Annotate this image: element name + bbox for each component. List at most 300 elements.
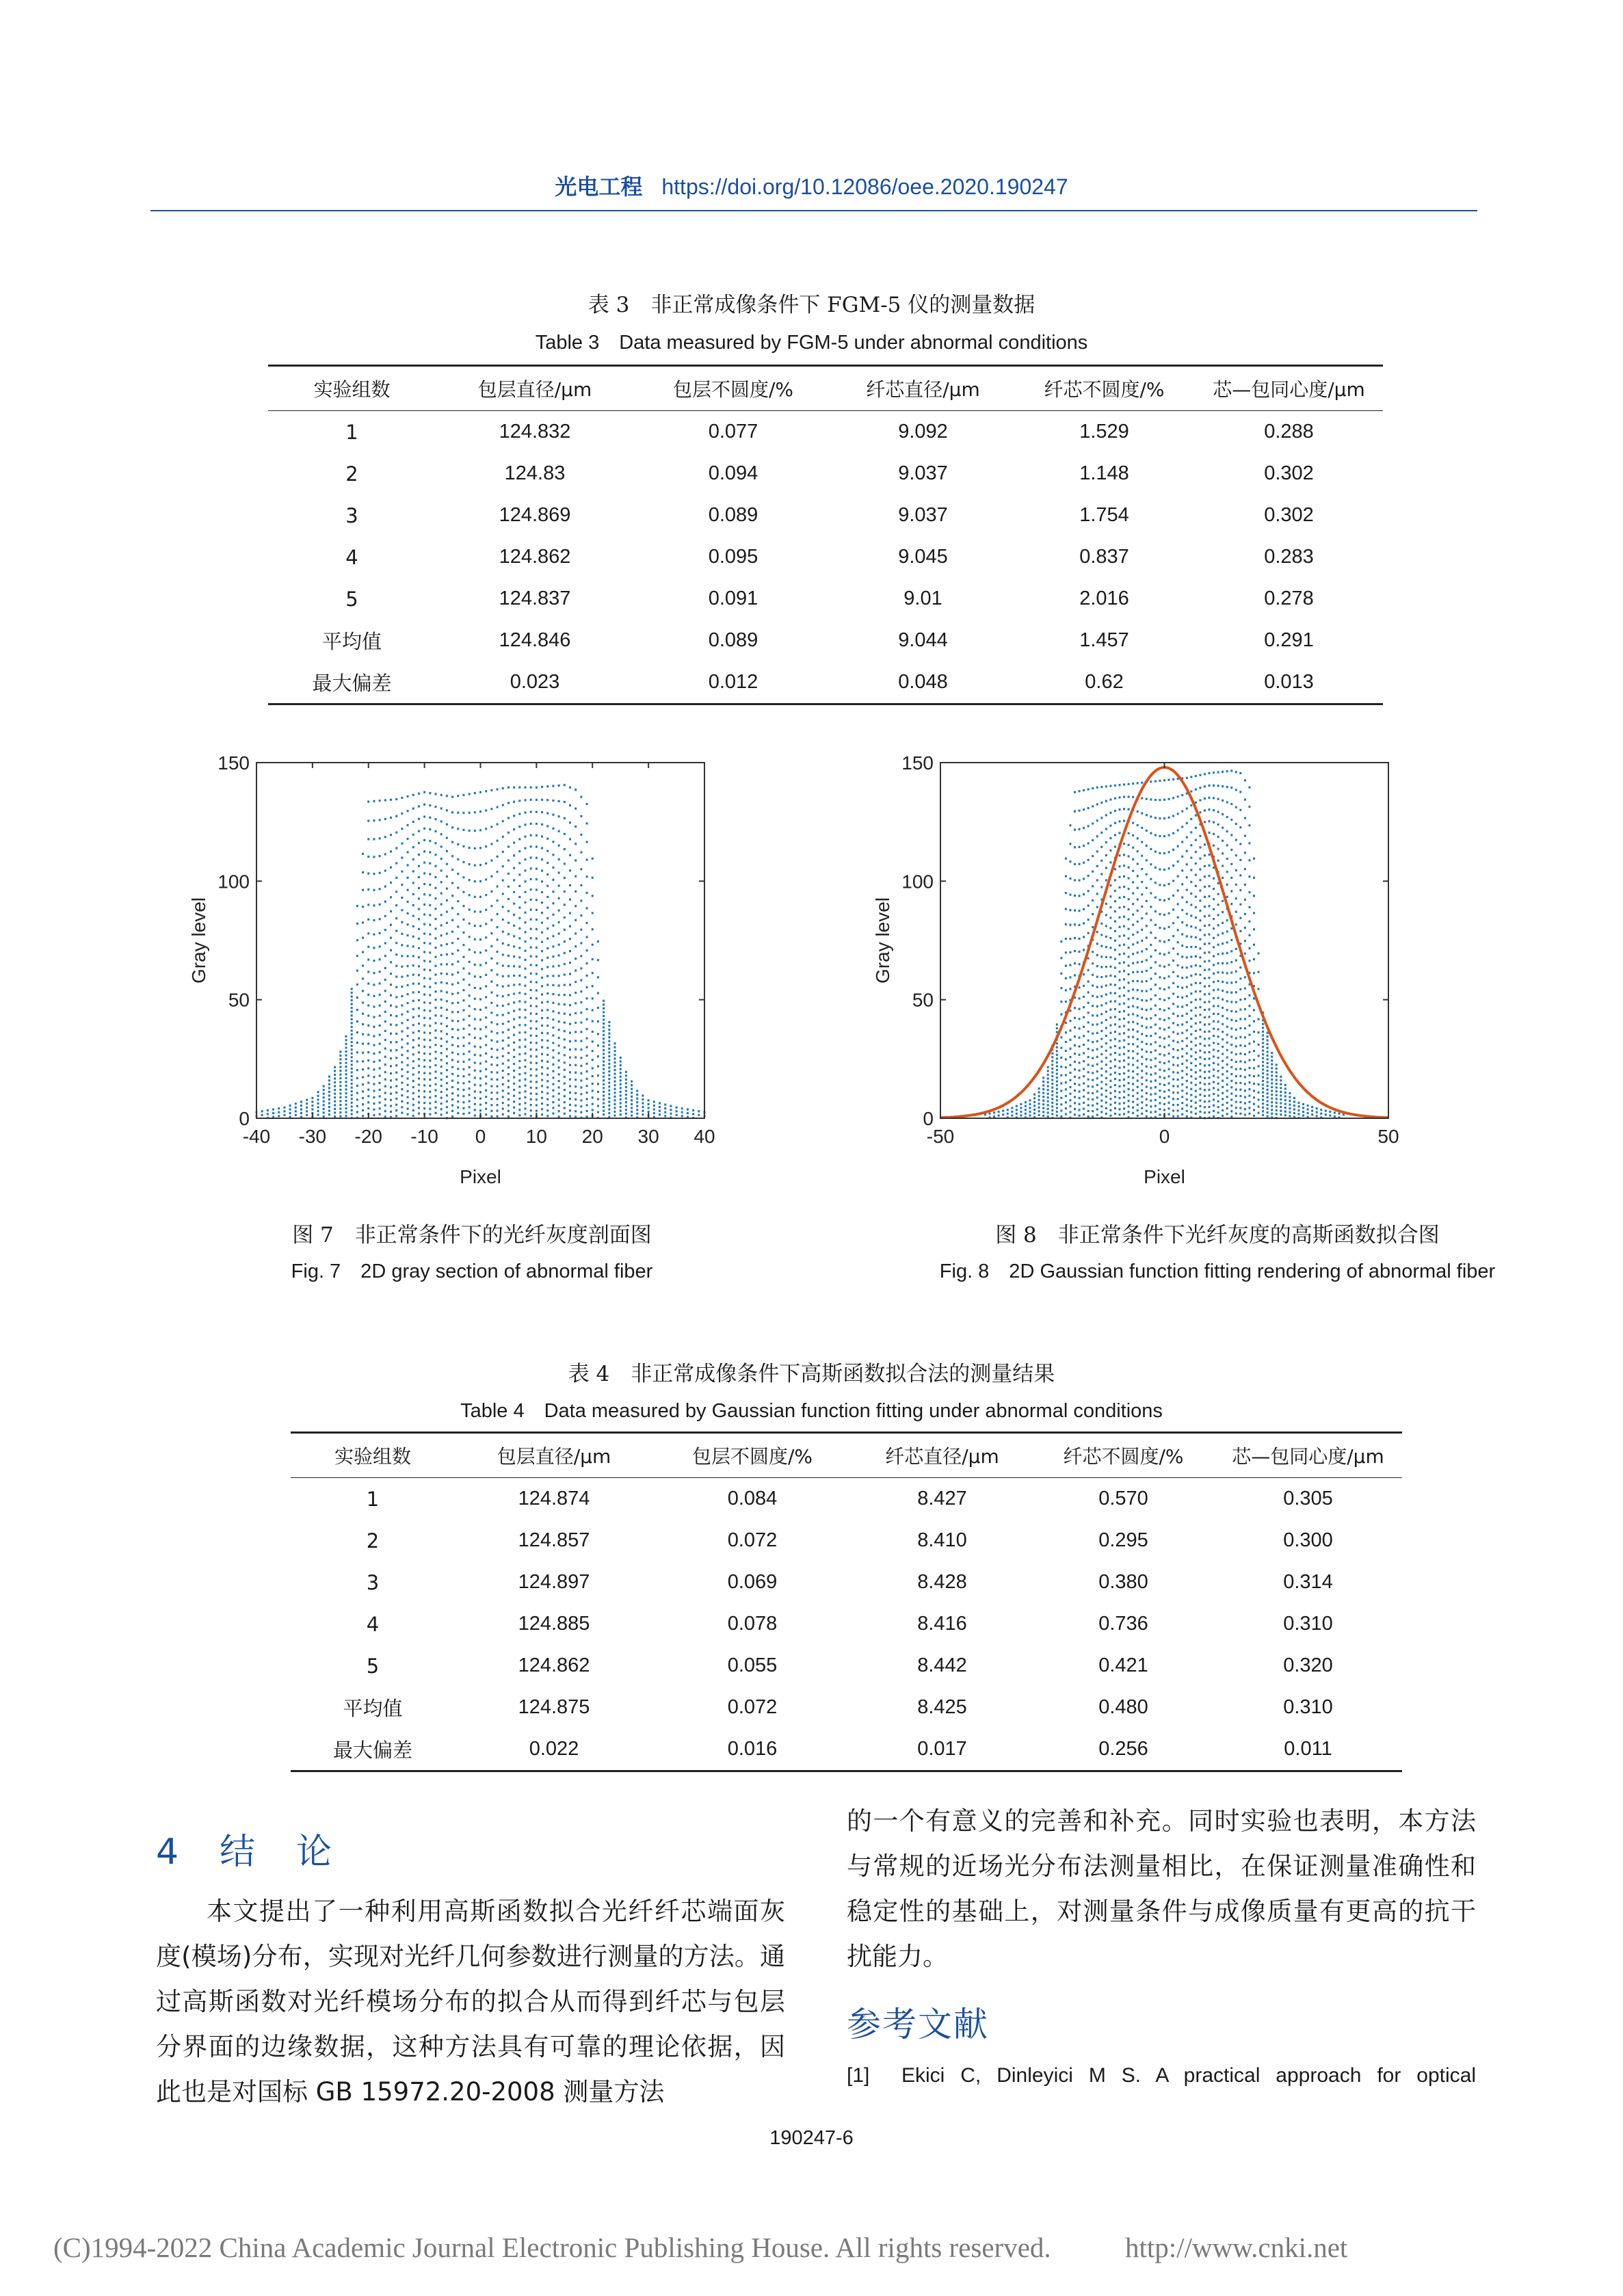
data-point bbox=[586, 1110, 588, 1112]
data-point bbox=[1123, 875, 1125, 878]
data-point bbox=[1159, 1102, 1161, 1104]
data-point bbox=[373, 995, 375, 997]
data-point bbox=[1128, 1021, 1130, 1023]
data-point bbox=[1123, 1039, 1125, 1041]
data-point bbox=[1213, 989, 1215, 991]
data-point bbox=[435, 956, 437, 958]
data-point bbox=[418, 793, 420, 795]
data-point bbox=[1079, 1008, 1081, 1010]
data-point bbox=[479, 1070, 481, 1072]
footer-url[interactable]: http://www.cnki.net bbox=[1125, 2232, 1348, 2263]
data-point bbox=[1087, 1110, 1090, 1112]
data-point bbox=[429, 960, 431, 962]
data-point bbox=[451, 931, 453, 933]
data-point bbox=[1038, 1091, 1040, 1093]
data-point bbox=[1199, 1006, 1201, 1008]
data-point bbox=[384, 869, 386, 871]
data-point bbox=[569, 950, 571, 952]
data-point bbox=[418, 974, 420, 976]
data-point bbox=[507, 873, 510, 875]
data-point bbox=[620, 1091, 622, 1093]
data-point bbox=[395, 1109, 397, 1111]
data-point bbox=[1239, 999, 1241, 1001]
data-point bbox=[407, 965, 409, 967]
data-point bbox=[1186, 935, 1188, 937]
data-point bbox=[1154, 924, 1157, 926]
data-point bbox=[351, 1011, 353, 1013]
data-point bbox=[530, 1104, 532, 1106]
data-point bbox=[564, 1101, 566, 1103]
data-point bbox=[1267, 1073, 1269, 1075]
data-point bbox=[536, 1068, 538, 1070]
data-point bbox=[552, 1027, 554, 1029]
data-point bbox=[1105, 914, 1107, 916]
data-point bbox=[580, 1057, 582, 1059]
data-point bbox=[1177, 986, 1179, 988]
data-point bbox=[608, 1044, 610, 1046]
data-point bbox=[351, 988, 353, 990]
data-point bbox=[457, 900, 459, 902]
data-point bbox=[608, 1033, 610, 1035]
data-point bbox=[440, 1079, 443, 1081]
data-point bbox=[418, 1015, 420, 1017]
table-cell: 0.084 bbox=[727, 1488, 778, 1509]
data-point bbox=[469, 1100, 471, 1102]
data-point bbox=[1209, 1077, 1211, 1079]
data-point bbox=[1276, 1075, 1278, 1077]
data-point bbox=[1177, 860, 1179, 862]
data-point bbox=[1163, 988, 1165, 990]
data-point bbox=[1177, 1115, 1179, 1117]
data-point bbox=[1114, 1102, 1116, 1104]
data-point bbox=[1267, 1104, 1269, 1106]
data-point bbox=[546, 1098, 549, 1100]
data-point bbox=[401, 856, 403, 858]
data-point bbox=[1159, 988, 1161, 990]
data-point bbox=[379, 994, 381, 996]
data-point bbox=[418, 1051, 420, 1053]
data-point bbox=[469, 1033, 471, 1035]
data-point bbox=[586, 922, 588, 924]
data-point bbox=[1172, 922, 1174, 924]
data-point bbox=[457, 1020, 459, 1022]
data-point bbox=[328, 1106, 330, 1108]
data-point bbox=[373, 873, 375, 875]
data-point bbox=[356, 1031, 358, 1033]
data-point bbox=[1177, 1041, 1179, 1043]
data-point bbox=[620, 1068, 622, 1070]
y-tick-label: 50 bbox=[912, 989, 934, 1011]
data-point bbox=[1141, 1056, 1143, 1058]
data-point bbox=[384, 818, 386, 820]
data-point bbox=[502, 1014, 504, 1016]
data-point bbox=[1217, 1083, 1219, 1085]
data-point bbox=[440, 807, 443, 809]
data-point bbox=[608, 1066, 610, 1068]
data-point bbox=[1168, 1107, 1170, 1109]
data-point bbox=[1056, 1084, 1058, 1086]
data-point bbox=[1047, 1089, 1049, 1091]
data-point bbox=[1109, 1104, 1111, 1106]
data-point bbox=[620, 1098, 622, 1100]
data-point bbox=[474, 951, 476, 953]
data-point bbox=[1100, 817, 1103, 819]
data-point bbox=[1195, 789, 1197, 791]
data-point bbox=[440, 1052, 443, 1054]
data-point bbox=[1239, 917, 1241, 919]
data-point bbox=[1267, 1111, 1269, 1113]
data-point bbox=[395, 965, 397, 967]
data-point bbox=[1042, 1111, 1044, 1113]
data-point bbox=[1276, 1098, 1278, 1100]
data-point bbox=[1163, 1097, 1165, 1099]
data-point bbox=[1137, 850, 1139, 852]
table-cell: 0.380 bbox=[1098, 1571, 1148, 1593]
data-point bbox=[379, 1014, 381, 1016]
data-point bbox=[1065, 1088, 1067, 1090]
data-point bbox=[648, 1103, 650, 1105]
data-point bbox=[429, 951, 431, 953]
data-point bbox=[323, 1108, 325, 1110]
data-point bbox=[1267, 1055, 1269, 1057]
data-point bbox=[412, 846, 414, 848]
plot-frame bbox=[940, 763, 1388, 1118]
data-point bbox=[1172, 1022, 1174, 1024]
data-point bbox=[462, 1018, 464, 1020]
data-point bbox=[412, 1016, 414, 1018]
data-point bbox=[1119, 1040, 1121, 1042]
data-point bbox=[317, 1106, 319, 1108]
data-point bbox=[479, 1098, 481, 1100]
data-point bbox=[412, 1046, 414, 1048]
data-point bbox=[395, 942, 397, 944]
data-point bbox=[541, 1085, 543, 1087]
data-point bbox=[1074, 863, 1076, 865]
data-point bbox=[373, 1096, 375, 1098]
data-point bbox=[603, 1007, 605, 1010]
data-point bbox=[469, 1015, 471, 1017]
data-point bbox=[1195, 1015, 1197, 1017]
data-point bbox=[530, 964, 532, 966]
data-point bbox=[569, 854, 571, 856]
data-point bbox=[536, 919, 538, 921]
data-point bbox=[631, 1081, 633, 1083]
data-point bbox=[395, 1079, 397, 1081]
data-point bbox=[407, 1057, 409, 1059]
data-point bbox=[395, 1072, 397, 1074]
data-point bbox=[536, 1087, 538, 1089]
data-point bbox=[1069, 938, 1071, 940]
data-point bbox=[507, 1052, 510, 1054]
data-point bbox=[1280, 1110, 1282, 1112]
data-point bbox=[1083, 985, 1085, 987]
data-point bbox=[1168, 975, 1170, 977]
data-point bbox=[558, 1012, 560, 1014]
table-cell: 0.288 bbox=[1264, 421, 1314, 443]
data-point bbox=[1123, 886, 1125, 888]
data-point bbox=[401, 797, 403, 799]
data-point bbox=[384, 990, 386, 992]
data-point bbox=[1132, 1100, 1134, 1103]
data-point bbox=[423, 1107, 425, 1109]
data-point bbox=[1132, 834, 1134, 836]
data-point bbox=[401, 1094, 403, 1096]
data-point bbox=[351, 1071, 353, 1073]
data-point bbox=[1181, 856, 1183, 858]
data-point bbox=[435, 1100, 437, 1103]
data-point bbox=[485, 1035, 487, 1038]
data-point bbox=[1079, 1054, 1081, 1056]
data-point bbox=[614, 1065, 616, 1067]
data-point bbox=[1029, 1099, 1031, 1101]
data-point bbox=[423, 913, 425, 915]
data-point bbox=[586, 1008, 588, 1010]
data-point bbox=[401, 813, 403, 815]
data-point bbox=[1168, 1027, 1170, 1029]
data-point bbox=[300, 1100, 302, 1103]
data-point bbox=[1226, 1033, 1228, 1035]
data-point bbox=[367, 1074, 369, 1077]
data-point bbox=[1092, 839, 1094, 841]
data-point bbox=[384, 915, 386, 917]
data-point bbox=[1150, 1051, 1152, 1053]
data-point bbox=[1123, 1066, 1125, 1068]
data-point bbox=[497, 1014, 499, 1016]
data-point bbox=[1271, 1097, 1273, 1099]
data-point bbox=[1060, 1001, 1062, 1003]
data-point bbox=[451, 1066, 453, 1068]
data-point bbox=[345, 1070, 347, 1072]
data-point bbox=[384, 836, 386, 838]
data-point bbox=[1177, 953, 1179, 955]
table-row bbox=[291, 1728, 1402, 1771]
data-point bbox=[1181, 810, 1183, 813]
data-point bbox=[1199, 947, 1201, 949]
data-point bbox=[295, 1114, 297, 1116]
data-point bbox=[1316, 1115, 1318, 1117]
data-point bbox=[1248, 1081, 1250, 1083]
data-point bbox=[546, 1080, 549, 1082]
data-point bbox=[564, 1069, 566, 1071]
data-point bbox=[1195, 936, 1197, 938]
data-point bbox=[429, 1010, 431, 1012]
data-point bbox=[586, 975, 588, 977]
data-point bbox=[1253, 1050, 1255, 1052]
data-point bbox=[407, 975, 409, 977]
data-point bbox=[569, 869, 571, 871]
data-point bbox=[1141, 1041, 1143, 1043]
data-point bbox=[1100, 1053, 1103, 1055]
data-point bbox=[507, 1037, 510, 1039]
data-point bbox=[1033, 1094, 1035, 1096]
doi-link[interactable]: https://doi.org/10.12086/oee.2020.190247 bbox=[661, 174, 1068, 199]
data-point bbox=[1100, 846, 1103, 848]
data-point bbox=[345, 1043, 347, 1045]
data-point bbox=[379, 1074, 381, 1077]
data-point bbox=[580, 1093, 582, 1095]
data-point bbox=[395, 815, 397, 817]
data-point bbox=[1230, 961, 1232, 963]
data-point bbox=[423, 903, 425, 906]
data-point bbox=[1213, 981, 1215, 983]
data-point bbox=[564, 833, 566, 835]
data-point bbox=[485, 1016, 487, 1018]
data-point bbox=[295, 1107, 297, 1109]
data-point bbox=[1226, 1042, 1228, 1044]
data-point bbox=[1163, 977, 1165, 979]
data-point bbox=[1222, 1038, 1224, 1040]
data-point bbox=[1128, 867, 1130, 869]
data-point bbox=[1217, 836, 1219, 838]
data-point bbox=[1239, 903, 1241, 906]
data-point bbox=[435, 999, 437, 1001]
ref1-text: Ekici C, Dinleyici M S. A practical approach for optical bbox=[901, 2064, 1476, 2087]
data-point bbox=[1195, 1030, 1197, 1032]
data-point bbox=[1132, 1070, 1134, 1072]
data-point bbox=[1163, 1029, 1165, 1031]
data-point bbox=[1141, 999, 1143, 1001]
data-point bbox=[546, 938, 549, 940]
data-point bbox=[423, 942, 425, 944]
data-point bbox=[451, 895, 453, 897]
data-point bbox=[1100, 786, 1103, 788]
data-point bbox=[1154, 896, 1157, 898]
data-point bbox=[1186, 777, 1188, 779]
data-point bbox=[1181, 841, 1183, 843]
data-point bbox=[1209, 951, 1211, 953]
data-point bbox=[1258, 952, 1260, 954]
data-point bbox=[1119, 906, 1121, 908]
data-point bbox=[362, 1115, 364, 1117]
data-point bbox=[502, 1022, 504, 1025]
data-point bbox=[586, 936, 588, 938]
data-point bbox=[1069, 976, 1071, 978]
data-point bbox=[552, 1107, 554, 1109]
data-point bbox=[1154, 1005, 1157, 1007]
data-point bbox=[1100, 1030, 1103, 1032]
data-point bbox=[525, 1066, 527, 1068]
data-point bbox=[536, 964, 538, 966]
data-point bbox=[659, 1113, 661, 1116]
data-point bbox=[592, 1009, 594, 1011]
data-point bbox=[1213, 1105, 1215, 1107]
data-point bbox=[597, 1083, 599, 1085]
data-point bbox=[1248, 1033, 1250, 1035]
data-point bbox=[390, 994, 392, 997]
data-point bbox=[580, 834, 582, 836]
data-point bbox=[490, 890, 492, 893]
data-point bbox=[390, 1093, 392, 1095]
data-point bbox=[597, 1044, 599, 1046]
data-point bbox=[541, 1108, 543, 1110]
data-point bbox=[1092, 995, 1094, 997]
data-point bbox=[451, 1092, 453, 1094]
data-point bbox=[1060, 1109, 1062, 1111]
data-point bbox=[1271, 1082, 1273, 1084]
data-point bbox=[289, 1108, 291, 1110]
data-point bbox=[446, 1094, 448, 1096]
y-tick-label: 100 bbox=[901, 871, 934, 893]
data-point bbox=[1114, 845, 1116, 847]
data-point bbox=[1100, 1004, 1103, 1006]
data-point bbox=[513, 1112, 515, 1114]
data-point bbox=[440, 934, 443, 936]
data-point bbox=[1213, 1035, 1215, 1037]
data-point bbox=[1069, 1086, 1071, 1088]
data-point bbox=[1119, 979, 1121, 981]
data-point bbox=[423, 1059, 425, 1061]
data-point bbox=[1114, 1084, 1116, 1086]
data-point bbox=[390, 984, 392, 986]
data-point bbox=[1253, 928, 1255, 930]
data-point bbox=[1248, 1113, 1250, 1115]
data-point bbox=[631, 1111, 633, 1113]
data-point bbox=[1105, 903, 1107, 905]
data-point bbox=[362, 1052, 364, 1054]
data-point bbox=[1150, 848, 1152, 850]
data-point bbox=[356, 1069, 358, 1071]
data-point bbox=[1083, 862, 1085, 864]
data-point bbox=[502, 1070, 504, 1072]
data-point bbox=[1253, 1067, 1255, 1069]
data-point bbox=[1159, 913, 1161, 915]
data-point bbox=[536, 1005, 538, 1007]
data-point bbox=[1092, 1098, 1094, 1100]
table-cell: 0.305 bbox=[1283, 1488, 1333, 1509]
data-point bbox=[1195, 1078, 1197, 1080]
data-point bbox=[440, 999, 443, 1001]
data-point bbox=[485, 985, 487, 987]
data-point bbox=[1105, 1011, 1107, 1013]
data-point bbox=[1244, 976, 1246, 978]
data-point bbox=[1204, 1100, 1206, 1103]
data-point bbox=[642, 1106, 644, 1108]
data-point bbox=[395, 847, 397, 849]
table-cell: 124.862 bbox=[518, 1654, 590, 1676]
data-point bbox=[451, 1086, 453, 1088]
data-point bbox=[429, 924, 431, 926]
data-point bbox=[267, 1109, 269, 1111]
data-point bbox=[1065, 858, 1067, 860]
data-point bbox=[1119, 987, 1121, 989]
data-point bbox=[1065, 977, 1067, 979]
data-point bbox=[1056, 1099, 1058, 1101]
data-point bbox=[502, 1108, 504, 1110]
data-point bbox=[1186, 966, 1188, 968]
data-point bbox=[1222, 1023, 1224, 1025]
data-point bbox=[1226, 1026, 1228, 1028]
data-point bbox=[373, 1103, 375, 1105]
data-point bbox=[1154, 780, 1157, 782]
data-point bbox=[497, 1040, 499, 1042]
data-point bbox=[446, 888, 448, 890]
data-point bbox=[1154, 1105, 1157, 1107]
data-point bbox=[1056, 1081, 1058, 1083]
data-point bbox=[1132, 1013, 1134, 1015]
table-cell: 124.874 bbox=[518, 1488, 590, 1509]
data-point bbox=[603, 1057, 605, 1059]
data-point bbox=[1083, 845, 1085, 847]
data-point bbox=[1109, 884, 1111, 886]
data-point bbox=[530, 989, 532, 991]
data-point bbox=[603, 1053, 605, 1055]
data-point bbox=[1079, 810, 1081, 812]
data-point bbox=[401, 1106, 403, 1108]
data-point bbox=[412, 915, 414, 917]
data-point bbox=[1239, 826, 1241, 828]
data-point bbox=[485, 909, 487, 911]
data-point bbox=[485, 828, 487, 830]
